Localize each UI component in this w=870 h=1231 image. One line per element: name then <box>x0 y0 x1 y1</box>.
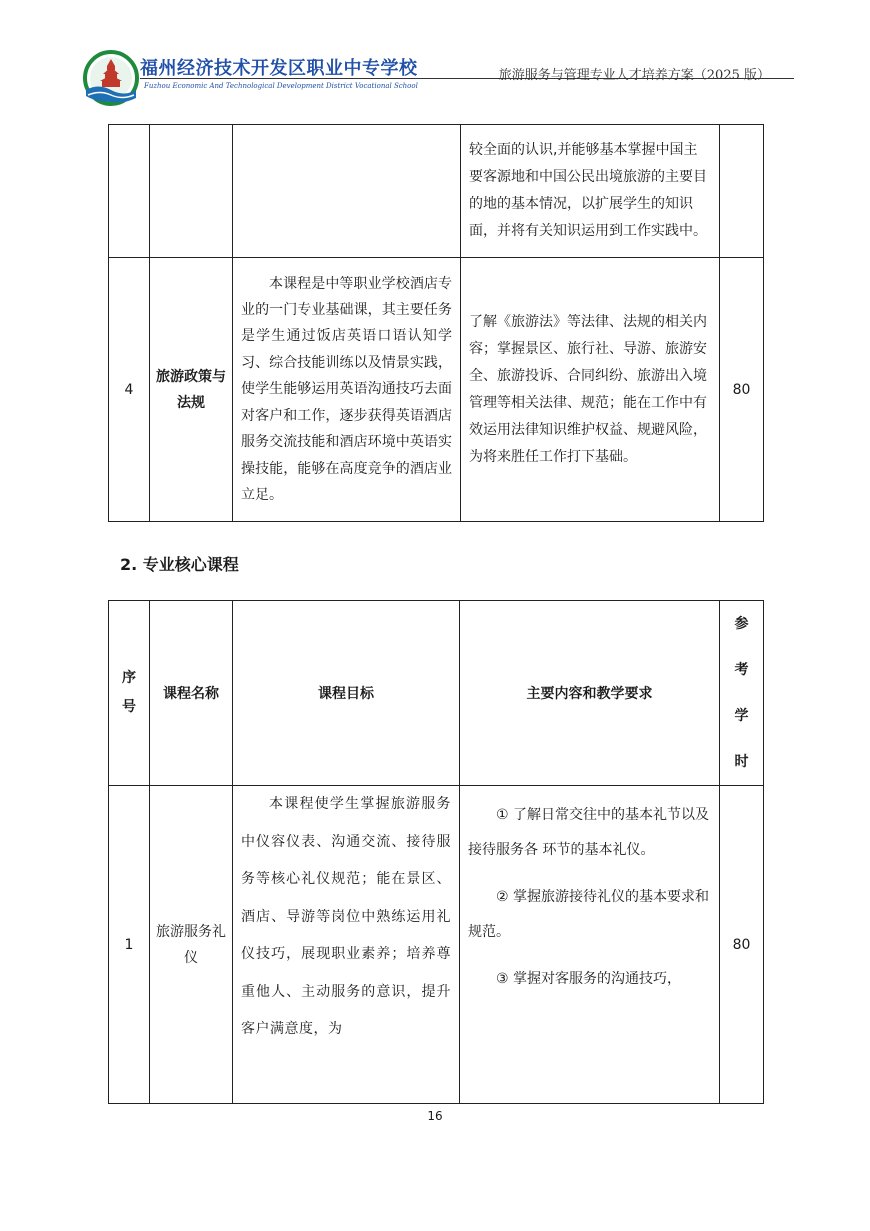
header-course-name: 课程名称 <box>150 601 233 786</box>
requirement-item: ① 了解日常交往中的基本礼节以及接待服务各 环节的基本礼仪。 <box>468 807 710 858</box>
school-name-en: Fuzhou Economic And Technological Development District Vocational School <box>144 82 418 90</box>
document-title: 旅游服务与管理专业人才培养方案（2025 版） <box>498 68 770 83</box>
course-name: 旅游政策与法规 <box>150 258 233 522</box>
course-hours: 80 <box>720 786 764 1104</box>
course-objective: 本课程使学生掌握旅游服务中仪容仪表、沟通交流、接待服务等核心礼仪规范；能在景区、酒店、导游等岗位中熟练运用礼仪技巧，展现职业素养；培养尊重他人、主动服务的意识，提升客户满意度，为 <box>233 786 460 1104</box>
school-logo-icon <box>82 50 140 106</box>
header-hours: 参考学时 <box>734 616 749 770</box>
course-hours: 80 <box>720 258 764 522</box>
table-row <box>109 258 764 522</box>
course-name: 旅游服务礼仪 <box>150 786 233 1104</box>
course-table-continued <box>108 124 764 522</box>
table-row <box>109 125 764 258</box>
school-name-cn: 福州经济技术开发区职业中专学校 <box>140 58 418 79</box>
course-requirement: 了解《旅游法》等法律、法规的相关内容；掌握景区、旅行社、导游、旅游安全、旅游投诉、合同纠纷、旅游出入境管理等相关法律、规范；能在工作中有效运用法律知识维护权益、规避风险，为将来胜任工作打下基础。 <box>461 258 720 522</box>
page-header <box>78 48 794 108</box>
course-objective: 本课程是中等职业学校酒店专业的一门专业基础课，其主要任务是学生通过饭店英语口语认知学习、综合技能训练以及情景实践，使学生能够运用英语沟通技巧去面对客户和工作，逐步获得英语酒店服务交流技能和酒店环境中英语实操技能，能够在高度竞争的酒店业立足。 <box>233 258 461 522</box>
course-requirement: 较全面的认识,并能够基本掌握中国主要客源地和中国公民出境旅游的主要目的地的基本情况，以扩展学生的知识面，并将有关知识运用到工作实践中。 <box>461 125 720 258</box>
course-number: 4 <box>109 258 150 522</box>
page-number: 16 <box>427 1109 443 1123</box>
requirement-item: ③ 掌握对客服务的沟通技巧， <box>496 971 682 987</box>
header-requirement: 主要内容和教学要求 <box>460 601 720 786</box>
course-number: 1 <box>109 786 150 1104</box>
section-heading: 2. 专业核心课程 <box>120 555 239 574</box>
table-header-row <box>109 601 764 786</box>
header-number: 序号 <box>121 670 136 715</box>
requirement-item: ② 掌握旅游接待礼仪的基本要求和规范。 <box>468 889 710 940</box>
course-requirement-cell <box>460 786 720 1104</box>
table-row <box>109 786 764 1104</box>
header-objective: 课程目标 <box>233 601 460 786</box>
core-course-table <box>108 600 764 1104</box>
